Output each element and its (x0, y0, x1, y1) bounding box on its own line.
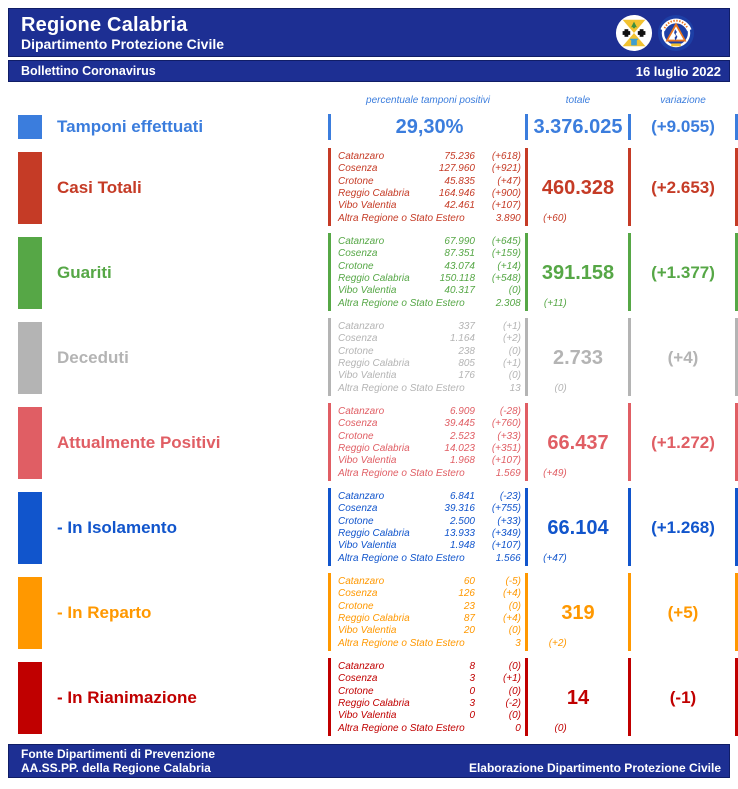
breakdown-line (338, 552, 567, 565)
province-value: 14.023 (444, 443, 475, 454)
province-value: 0 (469, 710, 475, 722)
province-name: Cosenza (338, 503, 378, 515)
breakdown-line (338, 686, 521, 698)
province-variation: (0) (554, 382, 567, 394)
row-total: 2.733 (552, 346, 604, 369)
province-value: 1.566 (495, 552, 521, 564)
breakdown-line (338, 588, 521, 600)
province-name: Catanzaro (338, 491, 385, 503)
province-variation: (+351) (491, 443, 521, 454)
column-headers (8, 93, 730, 106)
province-variation: (0) (508, 345, 521, 357)
row-variation: (+4) (667, 348, 699, 367)
row-breakdown (331, 116, 525, 139)
row-variation: (+2.653) (651, 178, 715, 197)
province-value: 42.461 (444, 200, 475, 212)
province-name: Altra Regione o Stato Estero (338, 297, 465, 309)
breakdown-line (338, 358, 521, 370)
regione-calabria-logo-icon (615, 14, 653, 52)
province-name: Reggio Calabria (338, 273, 410, 284)
bulletin-title: Bollettino Coronavirus (21, 64, 156, 78)
breakdown-line (338, 285, 521, 297)
province-value: 3 (469, 698, 475, 709)
header-titles (21, 14, 615, 52)
province-variation: (0) (508, 661, 521, 673)
province-value: 6.909 (449, 406, 475, 418)
province-name: Catanzaro (338, 321, 385, 333)
breakdown-line (338, 540, 521, 552)
province-name: Altra Regione o Stato Estero (338, 382, 465, 394)
province-value: 45.835 (444, 175, 475, 187)
province-name: Cosenza (338, 673, 378, 685)
province-variation: (0) (508, 370, 521, 382)
province-name: Vibo Valentia (338, 710, 397, 722)
row-variation: (+9.055) (651, 117, 715, 136)
province-value: 67.990 (444, 236, 475, 248)
province-value: 2.308 (495, 297, 521, 309)
province-value: 164.946 (438, 188, 475, 199)
province-variation: (+618) (491, 151, 521, 163)
province-variation: (+60) (543, 212, 567, 224)
province-variation: (0) (508, 600, 521, 612)
breakdown-line (338, 248, 521, 260)
column-header-breakdown: percentuale tamponi positivi (366, 95, 490, 106)
province-variation: (+4) (502, 588, 521, 600)
province-name: Cosenza (338, 588, 378, 600)
breakdown-line (338, 637, 567, 650)
breakdown-line (338, 273, 521, 285)
province-value: 87.351 (444, 248, 475, 260)
row-total: 14 (566, 686, 590, 709)
province-variation: (-23) (499, 491, 521, 503)
province-variation: (+645) (491, 236, 521, 248)
province-value: 176 (458, 370, 475, 382)
province-value: 238 (458, 345, 475, 357)
province-name: Catanzaro (338, 576, 385, 588)
province-value: 3 (469, 673, 475, 685)
header-logos (615, 14, 695, 52)
province-value: 39.316 (444, 503, 475, 515)
province-name: Altra Regione o Stato Estero (338, 467, 465, 479)
province-name: Cosenza (338, 418, 378, 430)
row-breakdown (331, 491, 567, 565)
province-name: Reggio Calabria (338, 188, 410, 199)
breakdown-line (338, 491, 521, 503)
province-variation: (+14) (497, 260, 521, 272)
row-total: 460.328 (541, 176, 615, 199)
province-value: 60 (463, 576, 475, 588)
province-name: Catanzaro (338, 151, 385, 163)
breakdown-line (338, 722, 567, 735)
province-value: 43.074 (444, 260, 475, 272)
province-variation: (-2) (505, 698, 521, 709)
breakdown-line (338, 261, 521, 273)
breakdown-line (338, 516, 521, 528)
province-value: 20 (463, 625, 475, 637)
province-name: Crotone (338, 175, 374, 187)
province-name: Cosenza (338, 248, 378, 260)
province-variation: (-28) (499, 406, 521, 418)
row-breakdown (331, 236, 567, 310)
province-value: 1.569 (495, 467, 521, 479)
row-variation: (-1) (669, 688, 697, 707)
row-label: - In Isolamento (57, 518, 177, 537)
bulletin-bar (8, 60, 730, 82)
province-variation: (+33) (497, 515, 521, 527)
province-value: 0 (469, 685, 475, 697)
province-name: Vibo Valentia (338, 455, 397, 467)
row-color-bar (18, 577, 42, 649)
province-name: Altra Regione o Stato Estero (338, 212, 465, 224)
row-label: Tamponi effettuati (57, 117, 204, 136)
province-value: 337 (458, 321, 475, 333)
province-variation: (0) (508, 685, 521, 697)
breakdown-line (338, 625, 521, 637)
province-variation: (+900) (491, 188, 521, 199)
province-name: Crotone (338, 600, 374, 612)
province-value: 39.445 (444, 418, 475, 430)
breakdown-line (338, 236, 521, 248)
row-label: Casi Totali (57, 178, 142, 197)
province-name: Catanzaro (338, 406, 385, 418)
row-color-bar (18, 492, 42, 564)
breakdown-line (338, 443, 521, 455)
breakdown-line (338, 431, 521, 443)
breakdown-line (338, 176, 521, 188)
row-variation: (+1.272) (651, 433, 715, 452)
province-value: 3.890 (495, 212, 521, 224)
province-name: Vibo Valentia (338, 285, 397, 297)
row-variation: (+5) (667, 603, 699, 622)
row-breakdown (331, 321, 567, 395)
column-header-variation: variazione (660, 95, 706, 106)
province-value: 1.968 (449, 455, 475, 467)
breakdown-line (338, 673, 521, 685)
bulletin-date: 16 luglio 2022 (635, 63, 721, 79)
province-variation: (+159) (491, 248, 521, 260)
province-value: 2.500 (449, 515, 475, 527)
province-variation: (+107) (491, 200, 521, 212)
province-value: 40.317 (444, 285, 475, 297)
province-name: Vibo Valentia (338, 625, 397, 637)
province-name: Cosenza (338, 163, 378, 175)
row-total: 319 (561, 601, 595, 624)
page-title: Regione Calabria (21, 13, 188, 36)
province-variation: (+47) (543, 552, 567, 564)
breakdown-line (338, 710, 521, 722)
province-name: Reggio Calabria (338, 698, 410, 709)
column-header-total: totale (565, 95, 591, 106)
province-variation: (+548) (491, 273, 521, 284)
stat-row-in-rianimazione (8, 658, 730, 738)
province-name: Crotone (338, 515, 374, 527)
province-value: 2.523 (449, 430, 475, 442)
province-variation: (+2) (548, 637, 567, 649)
row-label: Deceduti (57, 348, 129, 367)
province-value: 0 (515, 722, 521, 734)
province-variation: (+47) (497, 175, 521, 187)
row-breakdown (331, 406, 567, 480)
province-variation: (+1) (502, 673, 521, 685)
row-total: 66.104 (547, 516, 609, 539)
breakdown-line (338, 382, 567, 395)
province-variation: (+49) (543, 467, 567, 479)
province-name: Reggio Calabria (338, 358, 410, 369)
row-variation: (+1.377) (651, 263, 715, 282)
row-total: 66.437 (547, 431, 609, 454)
stat-row-tamponi-effettuati (8, 111, 730, 143)
row-label: Attualmente Positivi (57, 433, 221, 452)
province-value: 75.236 (444, 151, 475, 163)
stat-row-in-isolamento (8, 488, 730, 568)
row-breakdown (331, 661, 567, 735)
row-color-bar (18, 662, 42, 734)
breakdown-line (338, 200, 521, 212)
province-name: Vibo Valentia (338, 370, 397, 382)
row-label: Guariti (57, 263, 112, 282)
row-breakdown (331, 151, 567, 225)
stat-row-casi-totali (8, 148, 730, 228)
breakdown-line (338, 321, 521, 333)
province-value: 150.118 (439, 273, 475, 284)
row-color-bar (18, 407, 42, 479)
province-variation: (+107) (491, 455, 521, 467)
province-variation: (+2) (502, 333, 521, 345)
breakdown-line (338, 346, 521, 358)
province-variation: (+4) (502, 613, 521, 624)
breakdown-line (338, 418, 521, 430)
province-name: Catanzaro (338, 236, 385, 248)
province-value: 87 (463, 613, 475, 624)
footer-source-line2: AA.SS.PP. della Regione Calabria (21, 761, 211, 775)
main-header (8, 8, 730, 57)
stats-table (8, 111, 730, 738)
province-name: Altra Regione o Stato Estero (338, 552, 465, 564)
province-variation: (+760) (491, 418, 521, 430)
province-variation: (+1) (502, 321, 521, 333)
stat-row-guariti (8, 233, 730, 313)
breakdown-line (338, 297, 567, 310)
row-label: - In Rianimazione (57, 688, 197, 707)
stat-row-deceduti (8, 318, 730, 398)
province-variation: (-5) (505, 576, 521, 588)
main-footer (8, 744, 730, 778)
stat-row-in-reparto (8, 573, 730, 653)
province-value: 1.948 (449, 540, 475, 552)
breakdown-line (338, 613, 521, 625)
province-value: 8 (469, 661, 475, 673)
page-subtitle: Dipartimento Protezione Civile (21, 35, 225, 52)
province-value: 13.933 (444, 528, 475, 539)
footer-source-line1: Fonte Dipartimenti di Prevenzione (21, 747, 216, 761)
breakdown-line (338, 188, 521, 200)
breakdown-line (338, 151, 521, 163)
breakdown-line (338, 467, 567, 480)
row-color-bar (18, 115, 42, 139)
row-variation: (+1.268) (651, 518, 715, 537)
row-total: 391.158 (541, 261, 615, 284)
province-name: Crotone (338, 430, 374, 442)
province-name: Reggio Calabria (338, 528, 410, 539)
breakdown-line (338, 333, 521, 345)
row-color-bar (18, 152, 42, 224)
row-color-bar (18, 237, 42, 309)
breakdown-line (338, 698, 521, 710)
row-total: 3.376.025 (533, 115, 623, 138)
breakdown-line (338, 576, 521, 588)
protezione-civile-logo-icon (657, 14, 695, 52)
province-variation: (+755) (491, 503, 521, 515)
province-variation: (+107) (491, 540, 521, 552)
breakdown-line (338, 601, 521, 613)
row-breakdown (331, 576, 567, 650)
province-name: Altra Regione o Stato Estero (338, 722, 465, 734)
province-name: Altra Regione o Stato Estero (338, 637, 465, 649)
province-value: 23 (463, 600, 475, 612)
province-name: Vibo Valentia (338, 540, 397, 552)
footer-elaboration: Elaborazione Dipartimento Protezione Civile (468, 761, 721, 775)
province-variation: (0) (508, 625, 521, 637)
province-variation: (+11) (543, 297, 567, 309)
province-variation: (+1) (502, 358, 521, 369)
province-variation: (0) (508, 710, 521, 722)
row-color-bar (18, 322, 42, 394)
province-name: Vibo Valentia (338, 200, 397, 212)
province-variation: (+33) (497, 430, 521, 442)
province-variation: (0) (508, 285, 521, 297)
province-name: Cosenza (338, 333, 378, 345)
row-label: - In Reparto (57, 603, 152, 622)
province-value: 1.164 (449, 333, 475, 345)
province-value: 13 (509, 382, 521, 394)
breakdown-line (338, 503, 521, 515)
province-value: 127.960 (438, 163, 475, 175)
breakdown-line (338, 163, 521, 175)
breakdown-line (338, 406, 521, 418)
breakdown-line (338, 528, 521, 540)
province-value: 6.841 (449, 491, 475, 503)
province-name: Crotone (338, 260, 374, 272)
breakdown-line (338, 212, 567, 225)
breakdown-line (338, 661, 521, 673)
stat-row-attualmente-positivi (8, 403, 730, 483)
province-variation: (+921) (491, 163, 521, 175)
province-value: 126 (458, 588, 475, 600)
province-variation: (+349) (491, 528, 521, 539)
province-value: 805 (458, 358, 475, 369)
province-name: Reggio Calabria (338, 443, 410, 454)
positive-tests-percentage: 29,30% (395, 115, 464, 138)
province-name: Catanzaro (338, 661, 385, 673)
province-name: Crotone (338, 685, 374, 697)
breakdown-line (338, 370, 521, 382)
province-variation: (0) (554, 722, 567, 734)
breakdown-line (338, 455, 521, 467)
province-name: Reggio Calabria (338, 613, 410, 624)
province-value: 3 (515, 637, 521, 649)
province-name: Crotone (338, 345, 374, 357)
